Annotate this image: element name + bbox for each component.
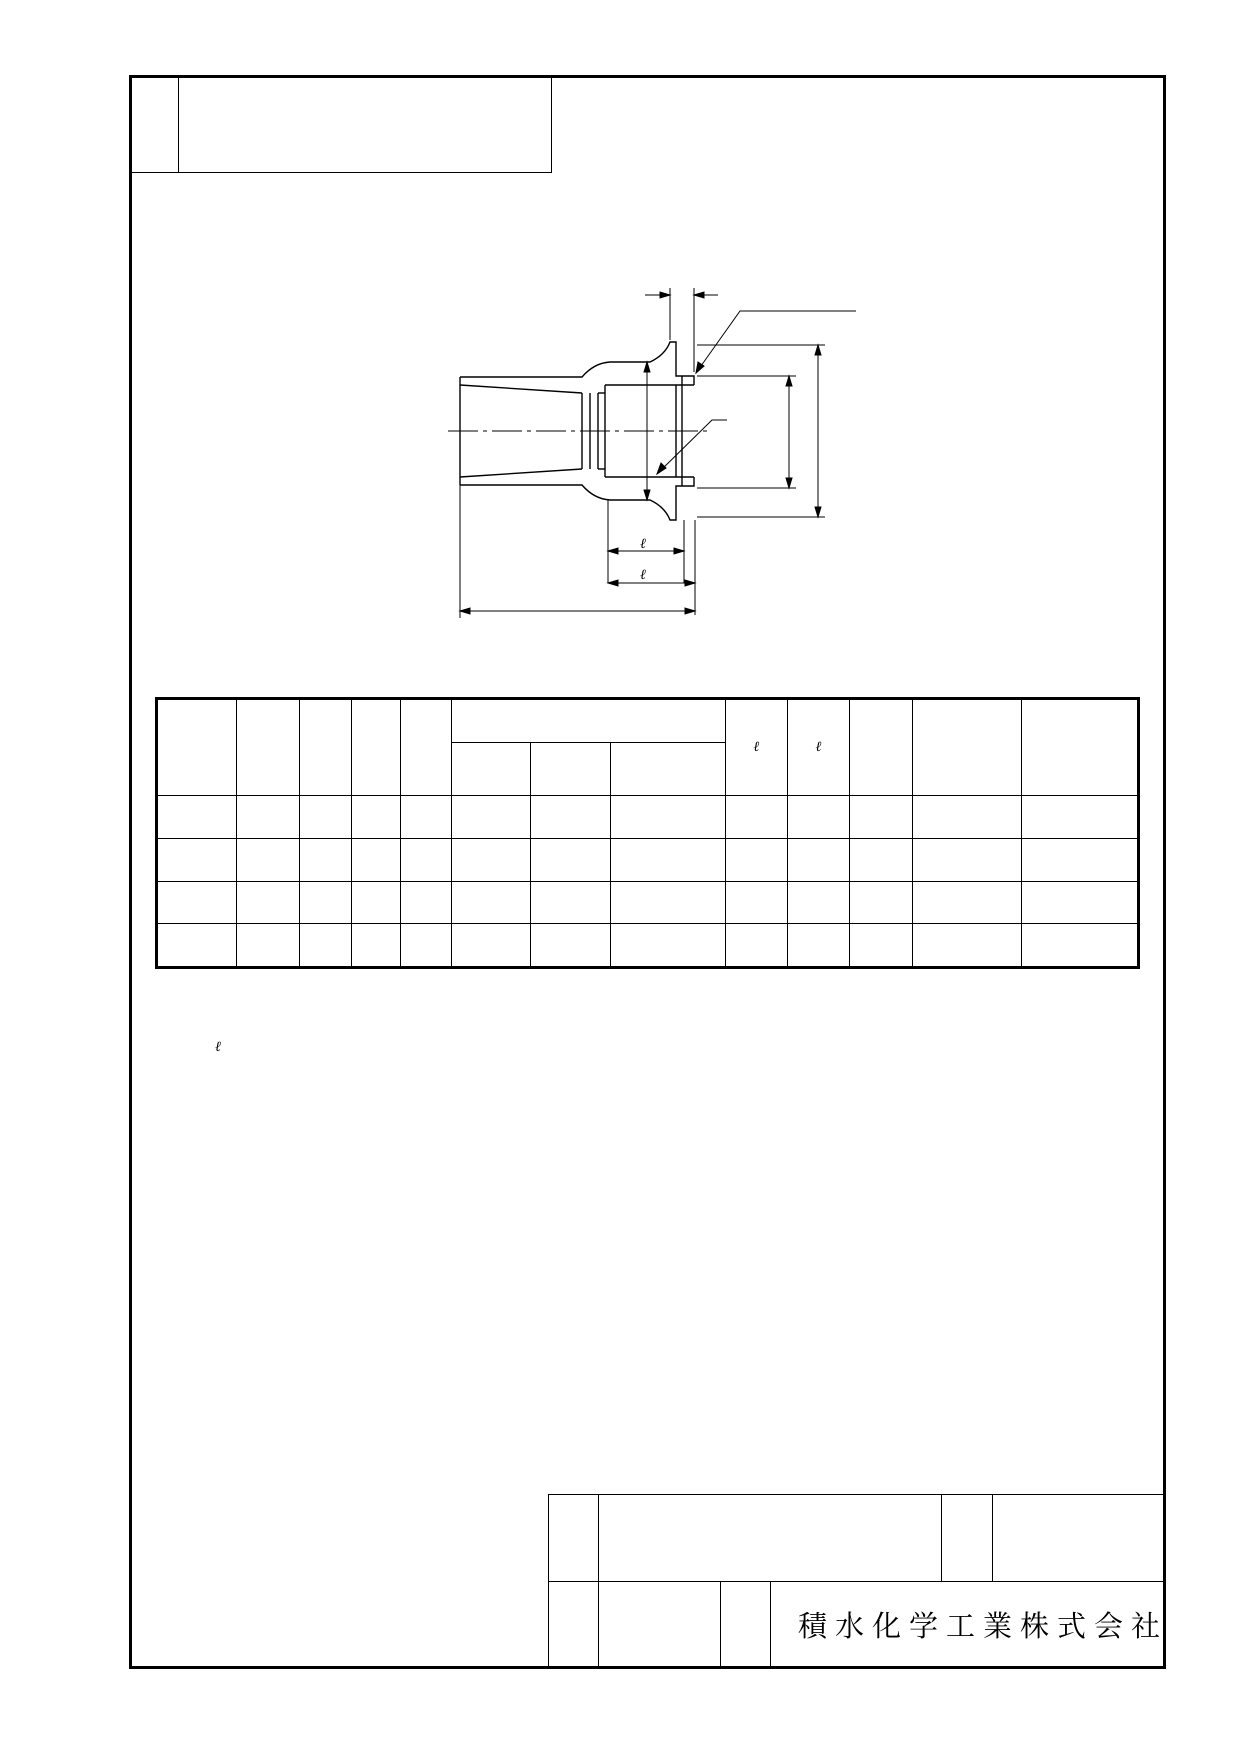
table-row bbox=[157, 882, 1139, 924]
header-cell-l2: ℓ bbox=[787, 699, 849, 796]
table-row bbox=[157, 924, 1139, 968]
subheader-cell bbox=[531, 743, 611, 796]
company-name: 積水化学工業株式会社 bbox=[798, 1609, 1169, 1643]
subheader-cell bbox=[611, 743, 725, 796]
table-row bbox=[157, 839, 1139, 882]
header-cell bbox=[850, 699, 913, 796]
header-group-cell bbox=[451, 699, 725, 743]
subheader-cell bbox=[451, 743, 530, 796]
outer-profile-top bbox=[460, 342, 694, 385]
header-cell bbox=[300, 699, 351, 796]
specification-table bbox=[155, 697, 1140, 969]
header-cell bbox=[351, 699, 400, 796]
header-cell bbox=[400, 699, 451, 796]
note-symbol: ℓ bbox=[215, 1039, 221, 1055]
dimension-label-upper: ℓ bbox=[640, 536, 646, 552]
header-cell bbox=[1021, 699, 1138, 796]
outer-profile-bottom bbox=[460, 477, 694, 520]
dimension-label-lower: ℓ bbox=[640, 567, 646, 583]
table-row bbox=[157, 796, 1139, 839]
header-cell bbox=[157, 699, 237, 796]
table-header-row bbox=[157, 699, 1139, 743]
header-cell bbox=[913, 699, 1021, 796]
header-cell-l1: ℓ bbox=[725, 699, 787, 796]
header-cell bbox=[237, 699, 300, 796]
